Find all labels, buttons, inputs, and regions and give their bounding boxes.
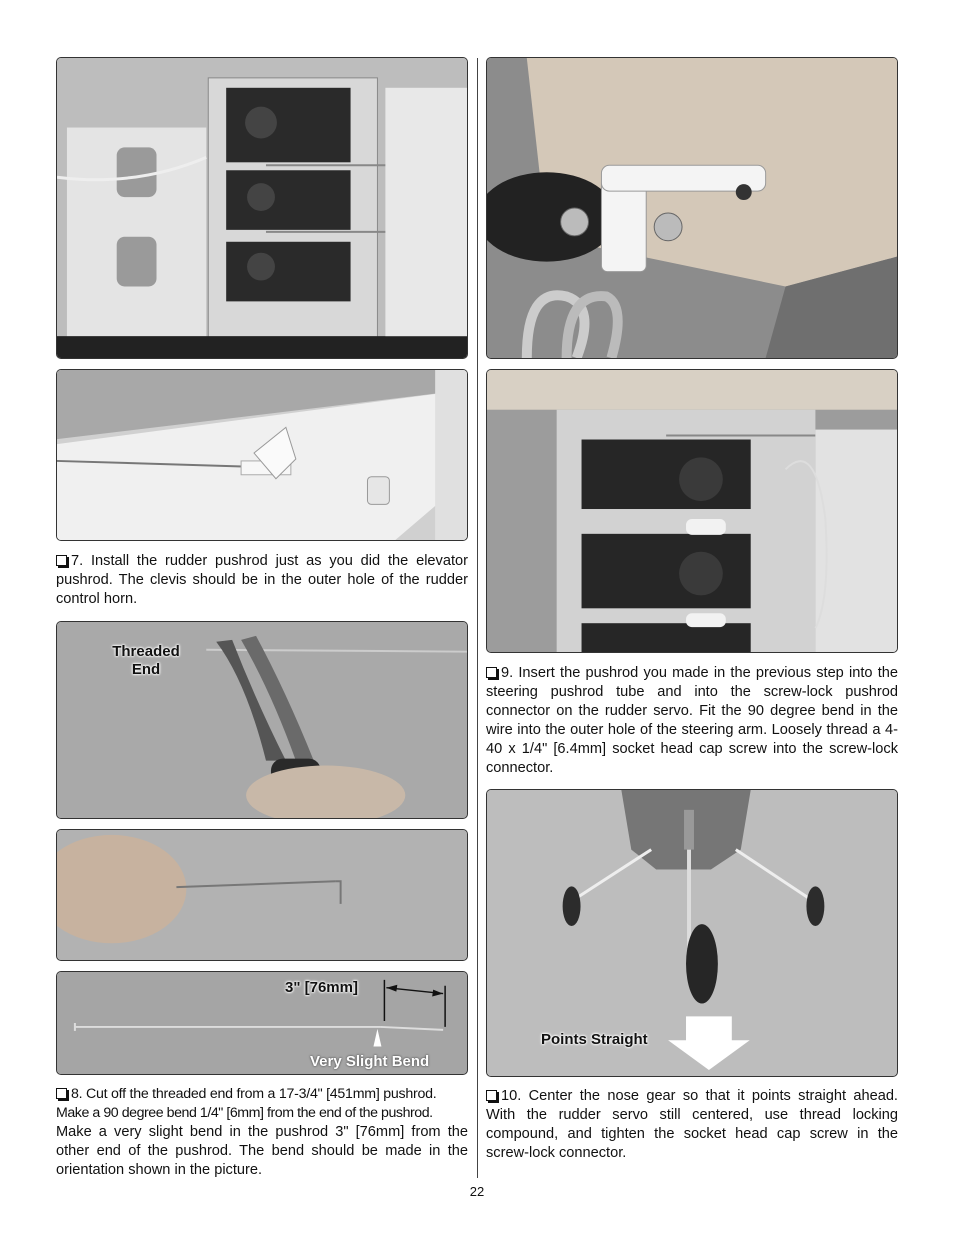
steering-arm-photo [486,57,898,359]
threaded-end-label: Threaded End [112,643,180,678]
step-10-text: 10. Center the nose gear so that it points straight ahead. With the rudder servo still centered, use thread locking compound, and tighten the socket head cap screw in the screw-lock connector. [486,1088,898,1161]
page-number: 22 [469,1184,485,1199]
nose-gear-photo [486,789,898,1077]
step-9-text: 9. Insert the pushrod you made in the previous step into the steering pushrod tube and into the screw-lock pushrod connector on the rudder servo. Fit the 90 degree bend in the wire into the outer hole of the steering arm. Loosely thread a 4-40 x 1/4" [6.4mm] socket head cap screw into the screw-lock connector. [486,665,898,776]
points-straight-label: Points Straight [541,1031,648,1048]
checkbox-icon [56,1088,67,1099]
checkbox-icon [486,1090,497,1101]
slight-bend-photo [56,971,468,1075]
servo-connector-photo [486,369,898,653]
servo-tray-photo [56,57,468,359]
step-8-text: 8. Cut off the threaded end from a 17-3/4" [451mm] pushrod. Make a 90 degree bend 1/4" [6mm] from the end of the pushrod. Make a very slight bend in the pushrod 3" [76mm] from the other end of the pushrod. The bend should be made in the orientation shown in the picture. [56,1086,468,1178]
checkbox-icon [56,555,67,566]
step-7-text: 7. Install the rudder pushrod just as you did the elevator pushrod. The clevis should be in the outer hole of the rudder control horn. [56,553,468,607]
cutting-threaded-end-photo [56,621,468,819]
checkbox-icon [486,667,497,678]
column-divider [477,58,478,1178]
very-slight-bend-label: Very Slight Bend [310,1053,430,1070]
rudder-horn-photo [56,369,468,541]
bent-wire-photo [56,829,468,961]
dimension-label: 3" [76mm] [285,979,358,996]
